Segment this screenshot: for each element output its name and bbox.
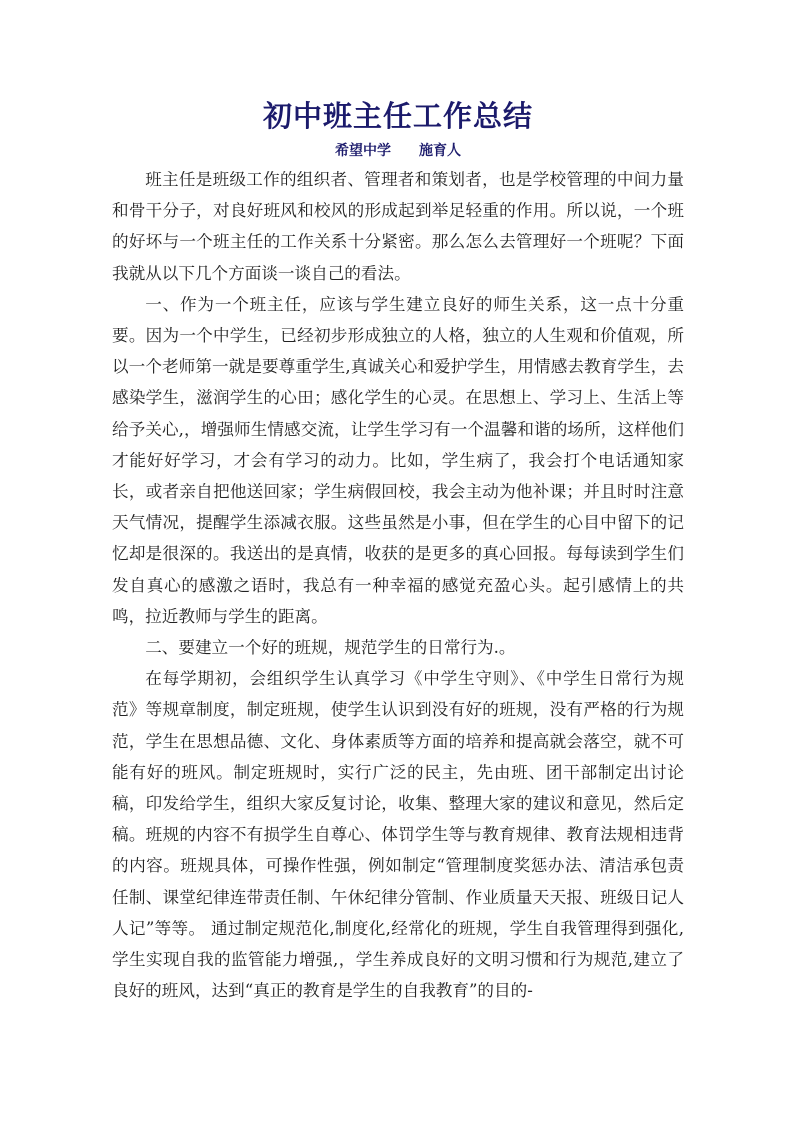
paragraph-section-two: 在每学期初，会组织学生认真学习《中学生守则》、《中学生日常行为规范》等规章制度，制定班规，使学生认识到没有好的班规，没有严格的行为规范，学生在思想品德、文化、身体素质等方面的培养和提高就会落空，就不可能有好的班风。制定班规时，实行广泛的民主，先由班、团干部制定出讨论稿，印发给学生，组织大家反复讨论，收集、整理大家的建议和意见，然后定稿。班规的内容不有损学生自尊心、体罚学生等与教育规律、教育法规相违背的内容。班规具体，可操作性强，例如制定“管理制度奖惩办法、清洁承包责任制、课堂纪律连带责任制、午休纪律分管制、作业质量天天报、班级日记人人记”等等。 通过制定规范化,制度化,经常化的班规，学生自我管理得到强化,学生实现自我的监管能力增强,，学生养成良好的文明习惯和行为规范,建立了良好的班风，达到“真正的教育是学生的自我教育”的目的- [112,669,684,1001]
paragraph-intro: 班主任是班级工作的组织者、管理者和策划者，也是学校管理的中间力量和骨干分子，对良好班风和校风的形成起到举足轻重的作用。所以说，一个班的好坏与一个班主任的工作关系十分紧密。那么怎么去管理好一个班呢？下面我就从以下几个方面谈一谈自己的看法。 [112,170,684,283]
section-two-heading: 二、要建立一个好的班规，规范学生的日常行为.。 [145,638,516,658]
document-page [112,96,684,1006]
school-name: 希望中学 [335,143,391,159]
document-byline [112,140,684,162]
document-title: 初中班主任工作总结 [262,99,533,133]
document-body [112,164,684,1006]
author-name: 施育人 [419,143,461,159]
paragraph-section-one: 一、作为一个班主任，应该与学生建立良好的师生关系，这一点十分重要。因为一个中学生，已经初步形成独立的人格，独立的人生观和价值观，所以一个老师第一就是要尊重学生,真诚关心和爱护学生，用情感去教育学生，去感染学生，滋润学生的心田；感化学生的心灵。在思想上、学习上、生活上等给予关心,，增强师生情感交流，让学生学习有一个温馨和谐的场所，这样他们才能好好学习，才会有学习的动力。比如，学生病了，我会打个电话通知家长，或者亲自把他送回家；学生病假回校，我会主动为他补课；并且时时注意天气情况，提醒学生添减衣服。这些虽然是小事，但在学生的心目中留下的记忆却是很深的。我送出的是真情，收获的是更多的真心回报。每每读到学生们发自真心的感激之语时，我总有一种幸福的感觉充盈心头。起引感情上的共鸣，拉近教师与学生的距离。 [112,294,684,626]
